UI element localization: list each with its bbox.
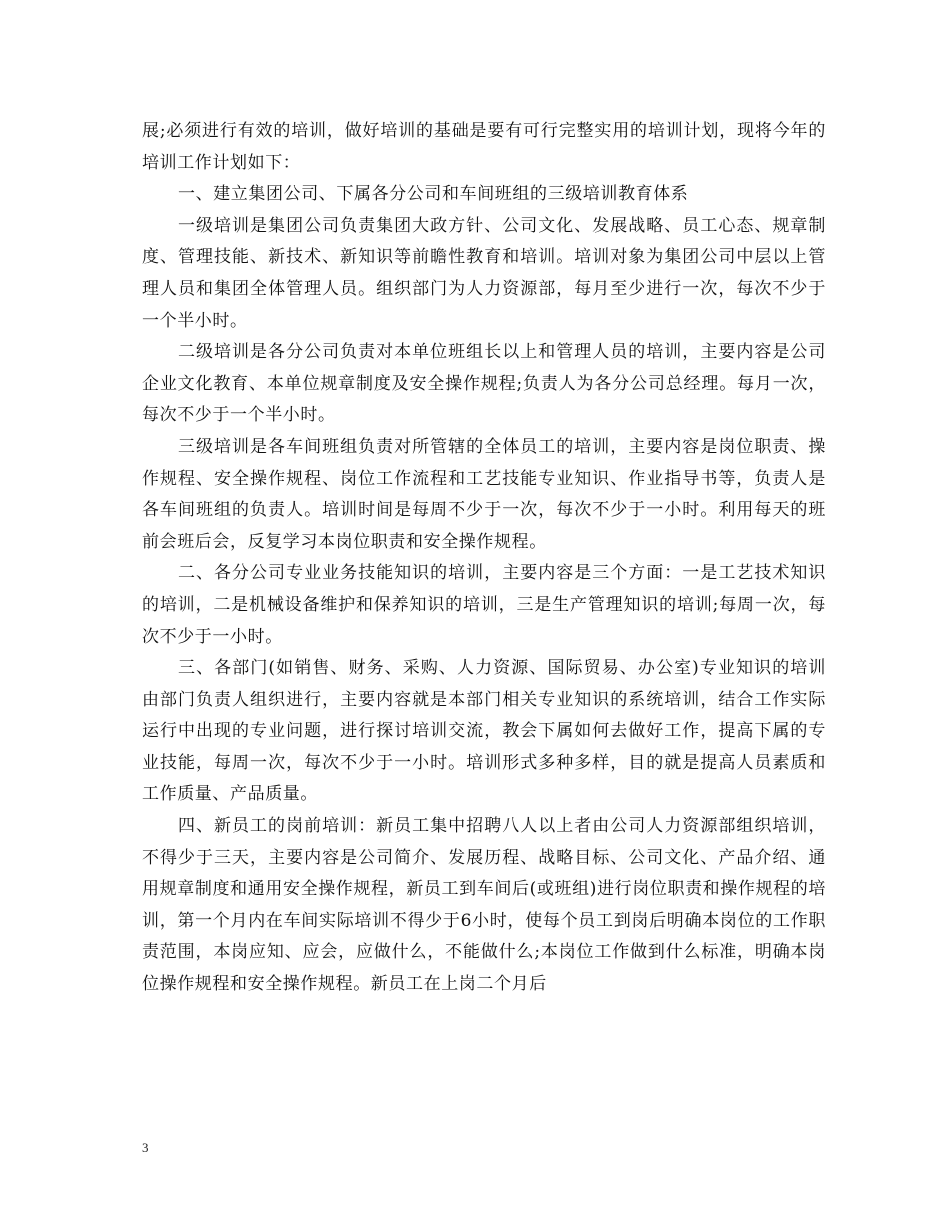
- paragraph-section-three: 三、各部门(如销售、财务、采购、人力资源、国际贸易、办公室)专业知识的培训由部门负责人组织进行，主要内容就是本部门相关专业知识的系统培训，结合工作实际运行中出现的专业问题，进行探讨培训交流，教会下属如何去做好工作，提高下属的专业技能，每周一次，每次不少于一小时。培训形式多种多样，目的就是提高人员素质和工作质量、产品质量。: [142, 658, 826, 805]
- document-body: [142, 116, 826, 1001]
- paragraph-section-one-heading: 一、建立集团公司、下属各分公司和车间班组的三级培训教育体系: [178, 184, 689, 205]
- paragraph-level-two-training: 二级培训是各分公司负责对本单位班组长以上和管理人员的培训，主要内容是公司企业文化教育、本单位规章制度及安全操作规程;负责人为各分公司总经理。每月一次，每次不少于一个半小时。: [142, 342, 826, 426]
- paragraph-section-four: 四、新员工的岗前培训：新员工集中招聘八人以上者由公司人力资源部组织培训，不得少于三天，主要内容是公司简介、发展历程、战略目标、公司文化、产品介绍、通用规章制度和通用安全操作规程，新员工到车间后(或班组)进行岗位职责和操作规程的培训，第一个月内在车间实际培训不得少于6小时，使每个员工到岗后明确本岗位的工作职责范围，本岗应知、应会，应做什么，不能做什么;本岗位工作做到什么标准，明确本岗位操作规程和安全操作规程。新员工在上岗二个月后: [142, 816, 826, 995]
- paragraph-level-three-training: 三级培训是各车间班组负责对所管辖的全体员工的培训，主要内容是岗位职责、操作规程、安全操作规程、岗位工作流程和工艺技能专业知识、作业指导书等，负责人是各车间班组的负责人。培训时间是每周不少于一次，每次不少于一小时。利用每天的班前会班后会，反复学习本岗位职责和安全操作规程。: [142, 436, 826, 552]
- paragraph-section-two: 二、各分公司专业业务技能知识的培训，主要内容是三个方面：一是工艺技术知识的培训，二是机械设备维护和保养知识的培训，三是生产管理知识的培训;每周一次，每次不少于一小时。: [142, 563, 826, 647]
- paragraph-level-one-training: 一级培训是集团公司负责集团大政方针、公司文化、发展战略、员工心态、规章制度、管理技能、新技术、新知识等前瞻性教育和培训。培训对象为集团公司中层以上管理人员和集团全体管理人员。组织部门为人力资源部，每月至少进行一次，每次不少于一个半小时。: [142, 215, 826, 331]
- page-number: 3: [142, 1140, 149, 1155]
- paragraph-intro: 展;必须进行有效的培训，做好培训的基础是要有可行完整实用的培训计划，现将今年的培训工作计划如下：: [142, 121, 826, 173]
